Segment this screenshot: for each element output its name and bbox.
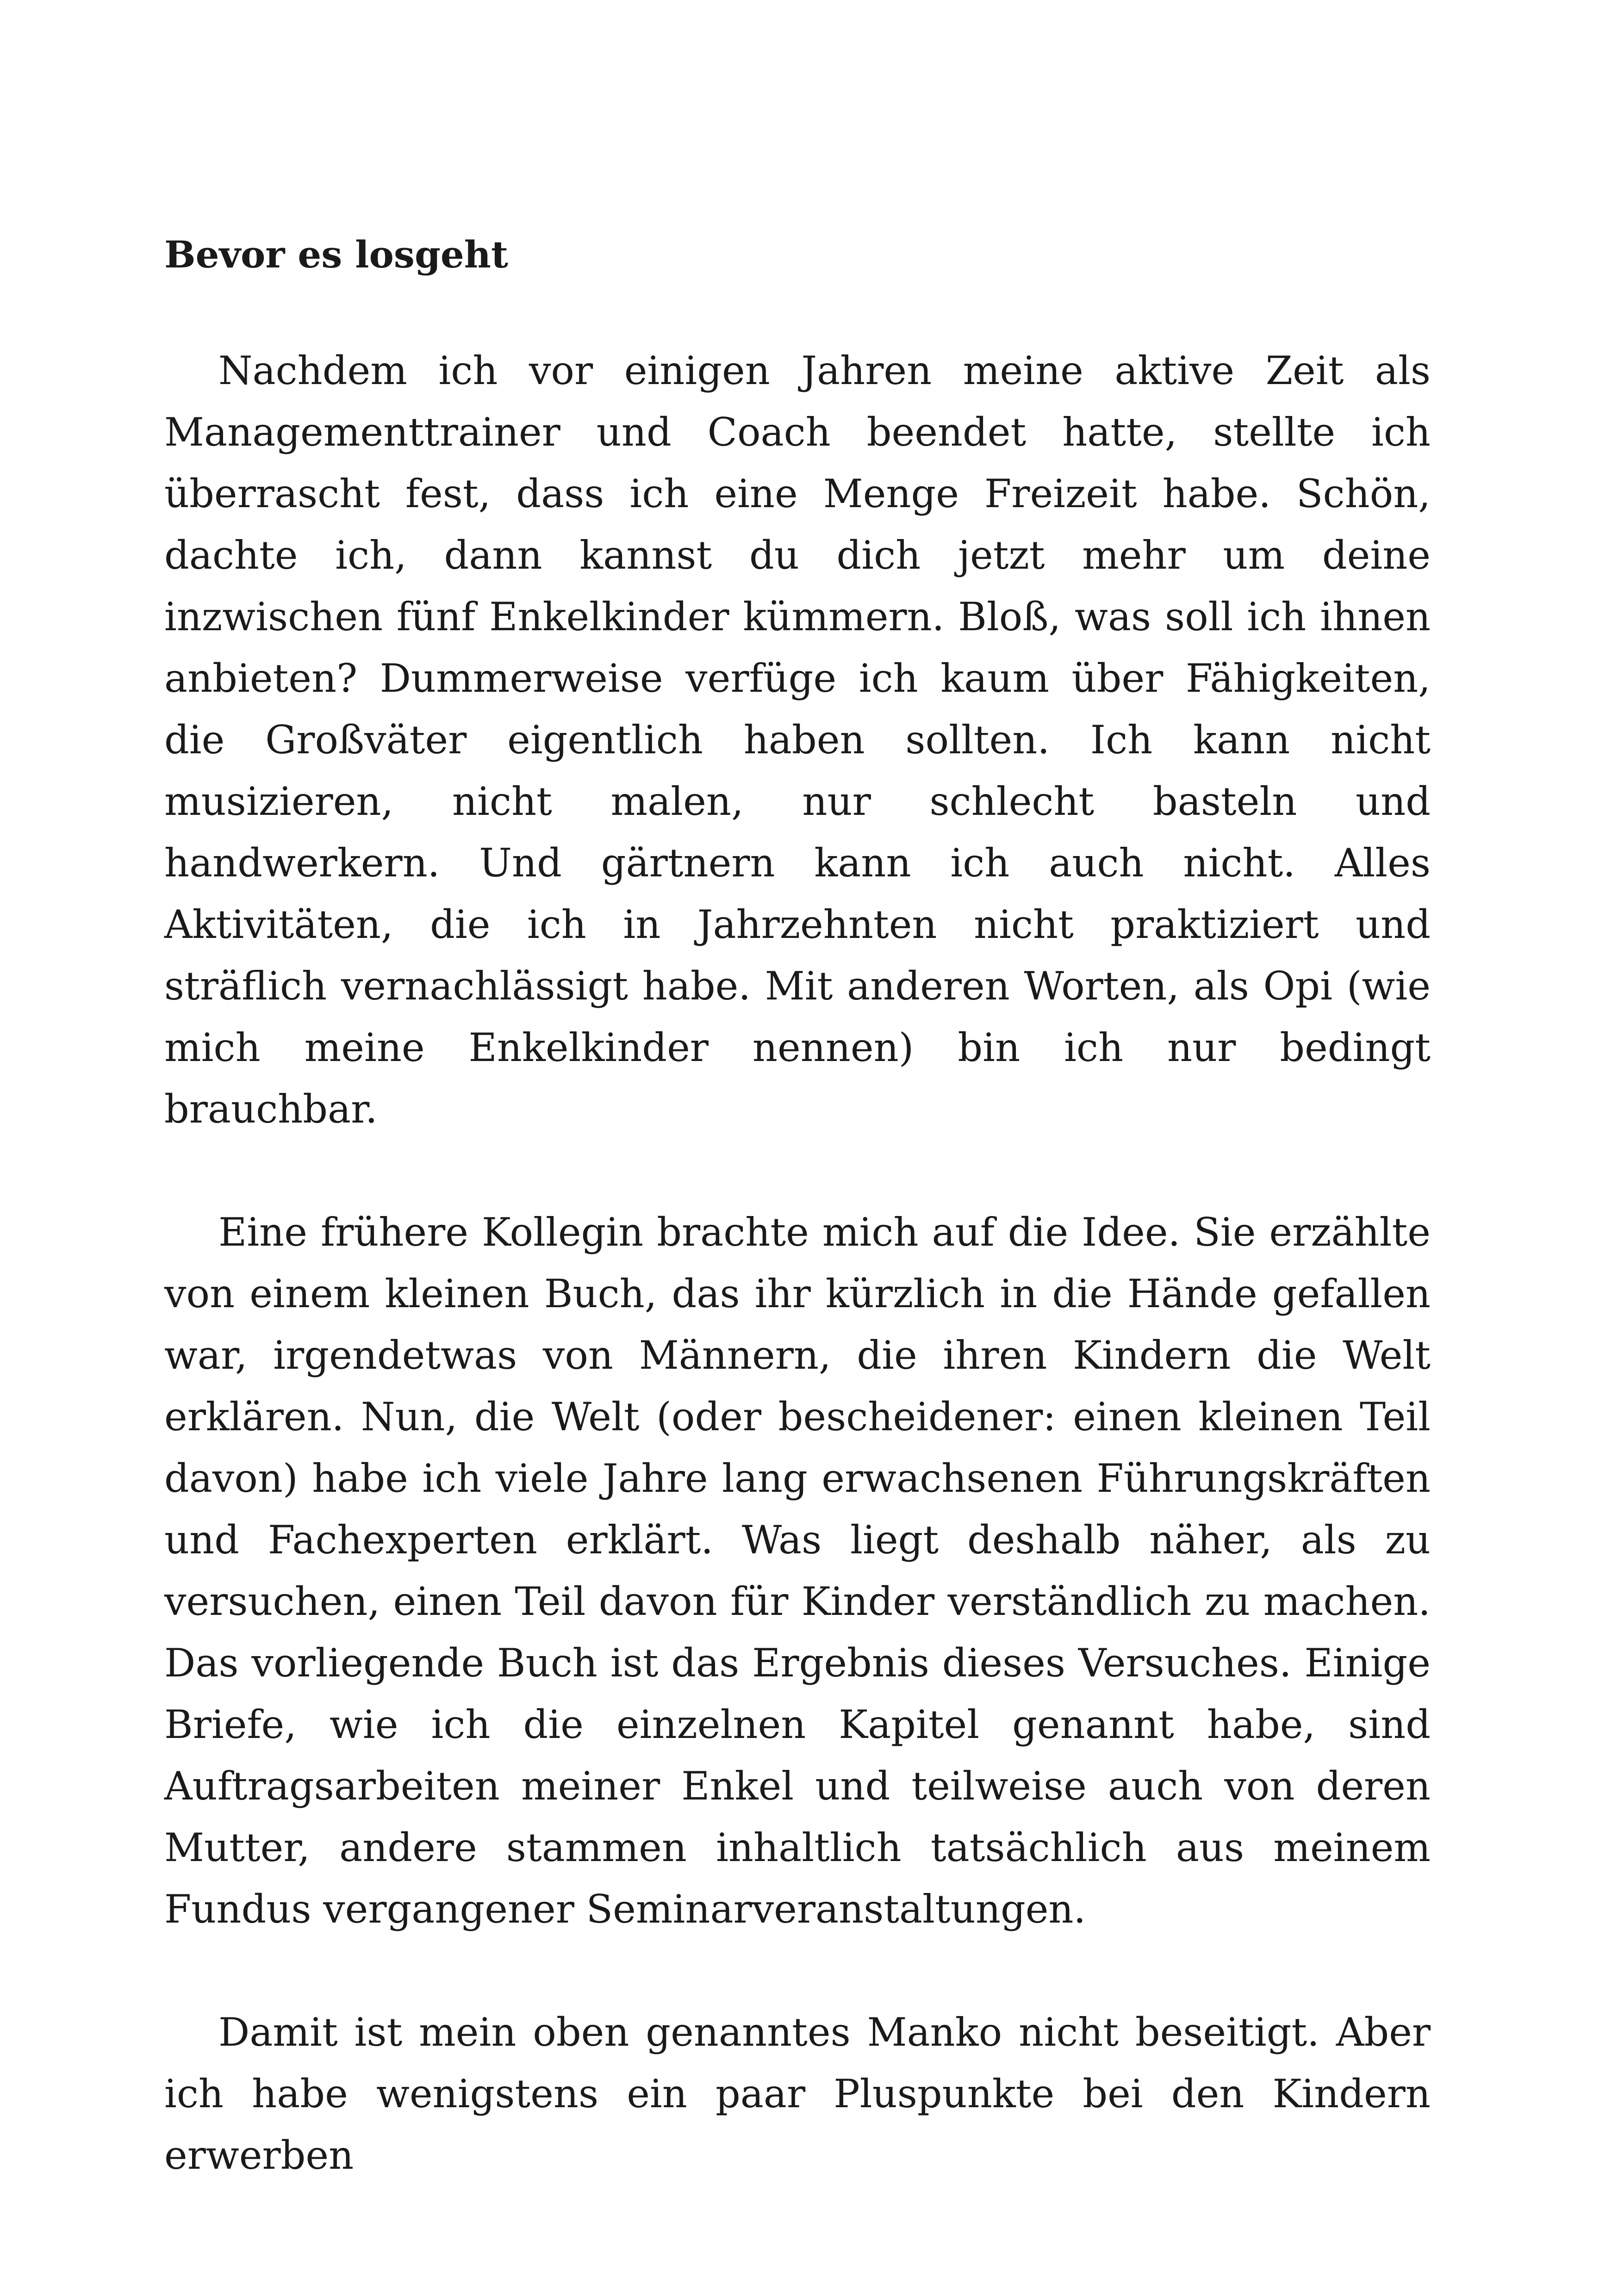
- paragraph-3: Damit ist mein oben genanntes Manko nicht beseitigt. Aber ich habe wenigstens ein paar Pluspunkte bei den Kindern erwerben: [164, 2010, 1431, 2178]
- page-content: [164, 227, 1431, 2186]
- paragraph-2: Eine frühere Kollegin brachte mich auf die Idee. Sie erzählte von einem kleinen Buch, das ihr kürzlich in die Hände gefallen war, irgendetwas von Männern, die ihren Kindern die Welt erklären. Nun, die Welt (oder bescheidener: einen kleinen Teil davon) habe ich viele Jahre lang erwachsenen Führungskräften und Fachexperten erklärt. Was liegt deshalb näher, als zu versuchen, einen Teil davon für Kinder verständlich zu machen. Das vorliegende Buch ist das Ergebnis dieses Versuches. Einige Briefe, wie ich die einzelnen Kapitel genannt habe, sind Auftragsarbeiten meiner Enkel und teilweise auch von deren Mutter, andere stammen inhaltlich tatsächlich aus meinem Fundus vergangener Seminarveranstaltungen.: [164, 1210, 1431, 1932]
- section-heading: Bevor es losgeht: [164, 233, 508, 276]
- paragraph-1: Nachdem ich vor einigen Jahren meine aktive Zeit als Managementtrainer und Coach beendet hatte, stellte ich überrascht fest, dass ich eine Menge Freizeit habe. Schön, dachte ich, dann kannst du dich jetzt mehr um deine inzwischen fünf Enkelkinder kümmern. Bloß, was soll ich ihnen anbieten? Dummerweise verfüge ich kaum über Fähigkeiten, die Großväter eigentlich haben sollten. Ich kann nicht musizieren, nicht malen, nur schlecht basteln und handwerkern. Und gärtnern kann ich auch nicht. Alles Aktivitäten, die ich in Jahrzehnten nicht praktiziert und sträflich vernachlässigt habe. Mit anderen Worten, als Opi (wie mich meine Enkelkinder nennen) bin ich nur bedingt brauchbar.: [164, 348, 1431, 1132]
